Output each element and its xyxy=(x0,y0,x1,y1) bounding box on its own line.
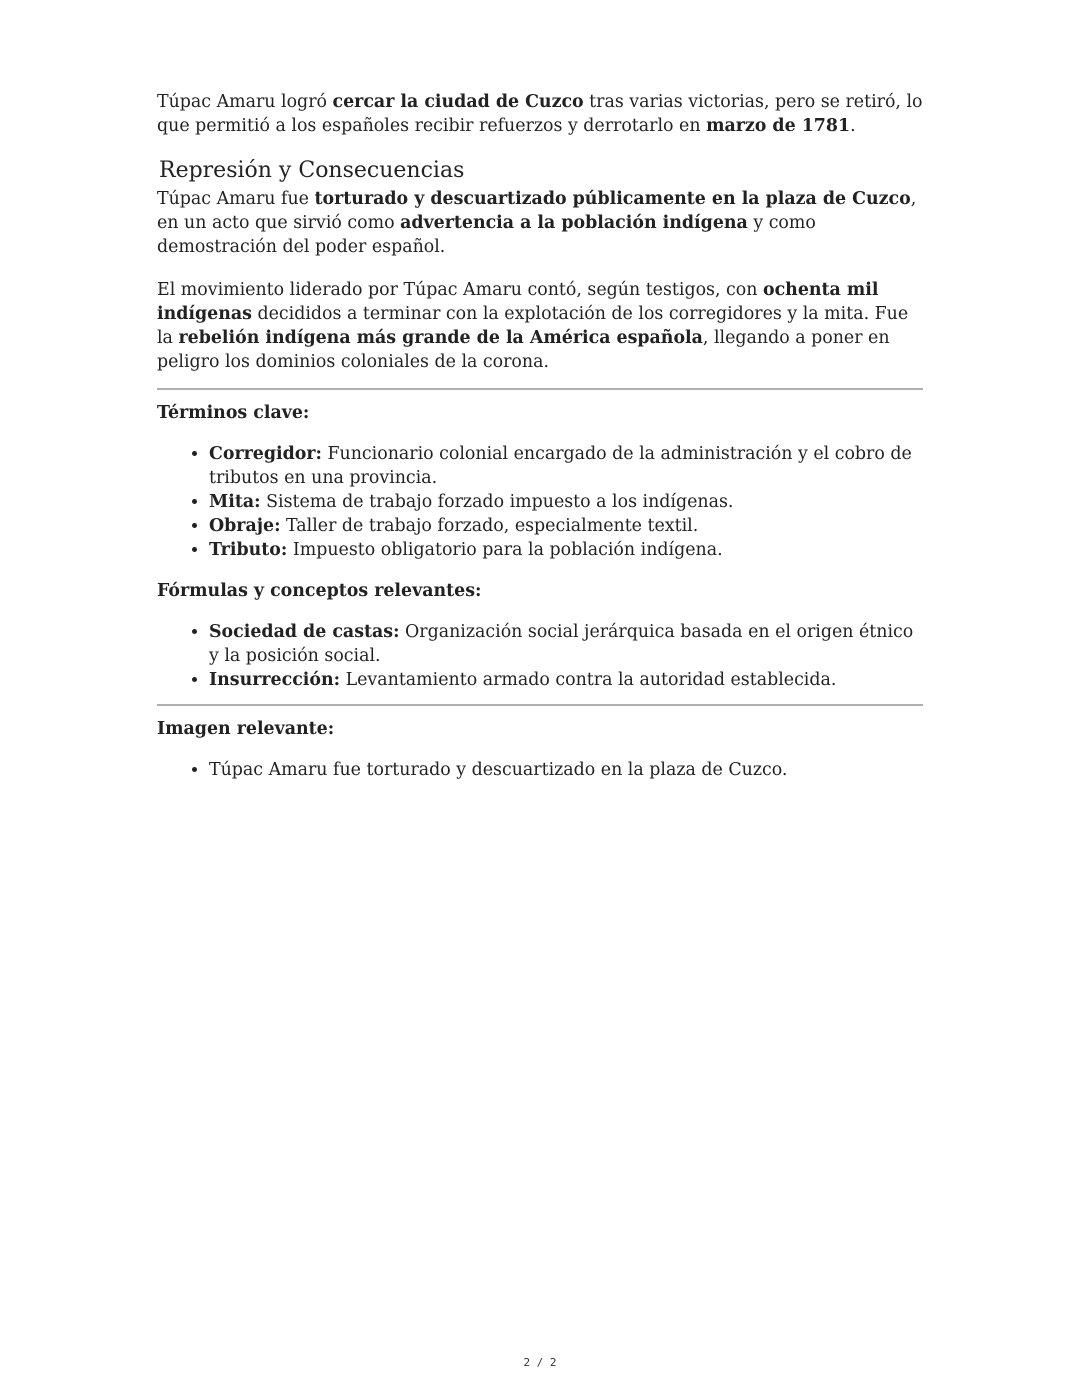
document-page xyxy=(157,90,923,799)
list-item xyxy=(209,514,923,538)
bold-run: torturado y descuartizado públicamente en la plaza de Cuzco xyxy=(314,189,911,209)
image-section-label: Imagen relevante: xyxy=(157,719,335,739)
bold-run: rebelión indígena más grande de la América española xyxy=(178,328,703,348)
paragraph-cuzco-siege xyxy=(157,90,923,138)
formulas-list xyxy=(157,620,923,692)
bold-run: cercar la ciudad de Cuzco xyxy=(332,92,584,112)
image-section-list xyxy=(157,758,923,782)
bold-run: advertencia a la población indígena xyxy=(400,213,748,233)
term-description: Taller de trabajo forzado, especialmente textil. xyxy=(280,516,699,536)
paragraph-movement xyxy=(157,278,923,374)
text-run: Túpac Amaru fue xyxy=(157,189,315,209)
term: Mita: xyxy=(209,492,261,512)
term-description: Levantamiento armado contra la autoridad establecida. xyxy=(340,670,837,690)
bold-run: ochenta mil indígenas xyxy=(157,280,879,324)
term-description: Impuesto obligatorio para la población indígena. xyxy=(287,540,723,560)
text-run: Túpac Amaru logró xyxy=(157,92,333,112)
term: Sociedad de castas: xyxy=(209,622,400,642)
term: Tributo: xyxy=(209,540,288,560)
list-item xyxy=(209,490,923,514)
list-item: • Túpac Amaru fue torturado y descuartizado en la plaza de Cuzco. xyxy=(209,758,923,782)
page-number: 2 / 2 xyxy=(523,1356,557,1369)
text-run: . xyxy=(850,116,856,136)
key-terms-list xyxy=(157,442,923,562)
list-item xyxy=(209,538,923,562)
formulas-label: Fórmulas y conceptos relevantes: xyxy=(157,581,482,601)
key-terms-label: Términos clave: xyxy=(157,403,310,423)
divider xyxy=(157,704,923,706)
text-run: decididos a terminar con la explotación de los corregidores y la mita. Fue la xyxy=(157,304,909,348)
term: Corregidor: xyxy=(209,444,322,464)
text-run: tras varias victorias, pero se retiró, lo que permitió a los españoles recibir refuerzos y derrotarlo en xyxy=(157,92,923,136)
divider xyxy=(157,388,923,390)
list-item xyxy=(209,442,923,490)
term-description: Funcionario colonial encargado de la administración y el cobro de tributos en una provincia. xyxy=(209,444,912,488)
list-item xyxy=(209,668,923,692)
paragraph-repression xyxy=(157,187,923,259)
text-run: , llegando a poner en peligro los dominios coloniales de la corona. xyxy=(157,328,890,372)
term: Insurrección: xyxy=(209,670,341,690)
term: Obraje: xyxy=(209,516,281,536)
term-description: Organización social jerárquica basada en el origen étnico y la posición social. xyxy=(209,622,914,666)
section-heading: Represión y Consecuencias xyxy=(159,158,465,183)
list-item xyxy=(209,620,923,668)
text-run: y como demostración del poder español. xyxy=(157,213,816,257)
bold-run: marzo de 1781 xyxy=(706,116,851,136)
term-description: Sistema de trabajo forzado impuesto a los indígenas. xyxy=(260,492,734,512)
text-run: , en un acto que sirvió como xyxy=(157,189,917,233)
text-run: El movimiento liderado por Túpac Amaru contó, según testigos, con xyxy=(157,280,763,300)
